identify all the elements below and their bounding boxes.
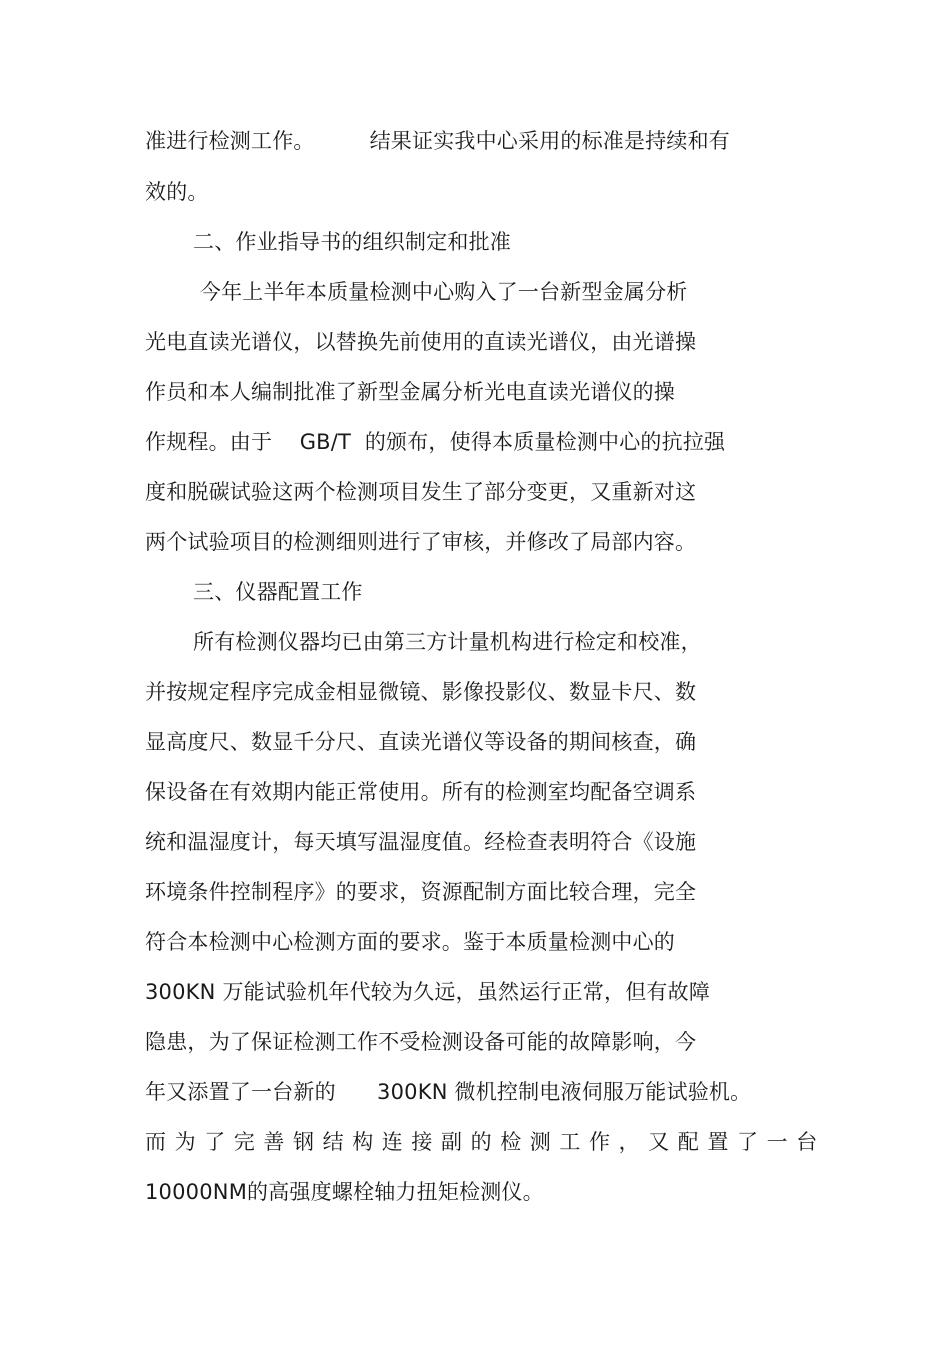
text-line-22: 10000NM的高强度螺栓轴力扭矩检测仪。 xyxy=(145,1180,544,1204)
text-line-1: 准进行检测工作。 结果证实我中心采用的标准是持续和有 xyxy=(145,129,730,153)
text-line-20: 年又添置了一台新的 300KN 微机控制电液伺服万能试验机。 xyxy=(145,1080,752,1104)
text-line-17: 符合本检测中心检测方面的要求。鉴于本质量检测中心的 xyxy=(145,930,675,954)
text-line-13: 显高度尺、数显千分尺、直读光谱仪等设备的期间核查，确 xyxy=(145,730,697,754)
text-line-12: 并按规定程序完成金相显微镜、影像投影仪、数显卡尺、数 xyxy=(145,680,697,704)
text-line-2: 效的。 xyxy=(145,180,209,204)
text-line-18: 300KN 万能试验机年代较为久远，虽然运行正常，但有故障 xyxy=(145,980,711,1004)
text-line-16: 环境条件控制程序》的要求，资源配制方面比较合理，完全 xyxy=(145,880,697,904)
text-line-5: 光电直读光谱仪，以替换先前使用的直读光谱仪，由光谱操 xyxy=(145,330,697,354)
text-line-14: 保设备在有效期内能正常使用。所有的检测室均配备空调系 xyxy=(145,780,697,804)
text-line-6: 作员和本人编制批准了新型金属分析光电直读光谱仪的操 xyxy=(145,380,675,404)
text-line-4: 今年上半年本质量检测中心购入了一台新型金属分析 xyxy=(193,280,688,304)
text-line-21: 而为了完善钢结构连接副的检测工作，又配置了一台 xyxy=(145,1130,826,1154)
section-heading-3: 三、仪器配置工作 xyxy=(193,580,363,604)
text-line-8: 度和脱碳试验这两个检测项目发生了部分变更，又重新对这 xyxy=(145,480,697,504)
text-line-19: 隐患，为了保证检测工作不受检测设备可能的故障影响，今 xyxy=(145,1030,697,1054)
section-heading-2: 二、作业指导书的组织制定和批准 xyxy=(193,230,511,254)
text-line-7: 作规程。由于 GB/T 的颁布，使得本质量检测中心的抗拉强 xyxy=(145,430,726,454)
text-line-9: 两个试验项目的检测细则进行了审核，并修改了局部内容。 xyxy=(145,530,697,554)
text-line-15: 统和温湿度计，每天填写温湿度值。经检查表明符合《设施 xyxy=(145,830,697,854)
text-line-11: 所有检测仪器均已由第三方计量机构进行检定和校准， xyxy=(193,630,702,654)
